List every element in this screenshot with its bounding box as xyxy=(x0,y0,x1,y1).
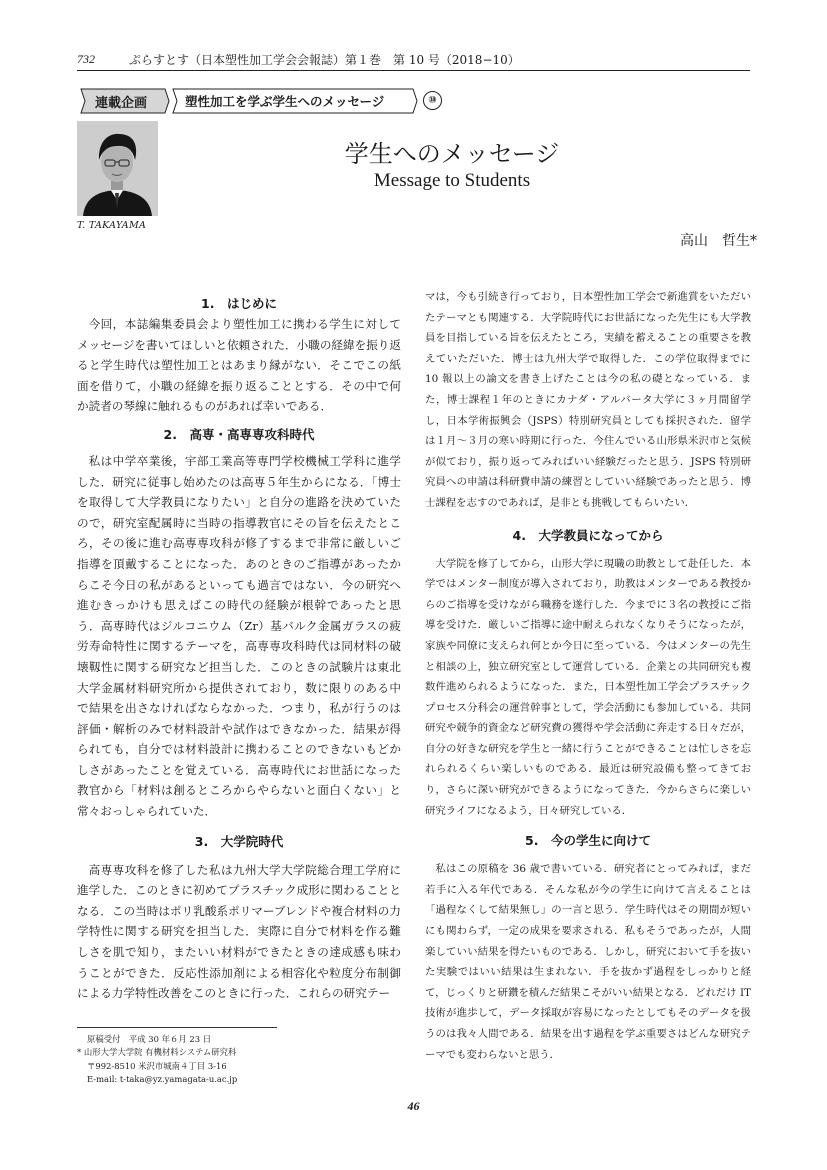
header-rule xyxy=(77,70,750,71)
right-column xyxy=(425,287,751,1065)
author-portrait-image xyxy=(77,121,158,216)
section-heading: 5. 今の学生に向けて xyxy=(525,833,651,849)
author-name: 高山 哲生* xyxy=(680,233,757,249)
section-heading: 2. 高専・高専専攻科時代 xyxy=(163,426,315,442)
section-heading: 3. 大学院時代 xyxy=(194,833,284,849)
footnote-affiliation: * 山形大学大学院 有機材料システム研究科 xyxy=(77,1047,237,1058)
body-paragraph: 私は中学卒業後，宇部工業高等専門学校機械工学科に進学した．研究に従事し始めたのは高専５年生からになる．「博士を取得して大学教員になりたい」と自分の進路を決めていたので，研究室配属時に当時の指導教官にその旨を伝えたところ，その後に進む高専専攻科が修了するまで非常に厳しいご指導を頂戴することになった．あのときのご指導があったからこそ今日の私があるといっても過言ではない．今の研究へ進むきっかけも思えばこの時代の経験が根幹であったと思う．高専時代はジルコニウム（Zr）基バルク金属ガラスの疲労寿命特性に関するテーマを，高専専攻科時代は同材料の破壊靱性に関する研究など担当した．このときの試験片は東北大学金属材料研究所から提供されており，数に限りのある中で結果を出さなければならなかった．つまり，私が行うのは評価・解析のみで材料設計や試作はできなかった．結果が得られても，自分では材料設計に携わることのできないもどかしさがあったことを覚えている．高専時代にお世話になった教官から「材料は創るところからやらないと面白くない」と常々おっしゃられていた． xyxy=(77,453,401,819)
footnote-email: E-mail: t-taka@yz.yamagata-u.ac.jp xyxy=(87,1073,238,1084)
series-number: ⑩ xyxy=(423,91,442,110)
author-photo xyxy=(77,121,158,216)
running-header xyxy=(77,50,750,70)
body-paragraph: 今回，本誌編集委員会より塑性加工に携わる学生に対してメッセージを書いてほしいと依頼された．小職の経緯を振り返ると学生時代は塑性加工とはあまり縁がない．そこでこの紙面を借りて，小職の経緯を振り返ることとする．その中で何か読者の琴線に触れるものがあれば幸いである． xyxy=(77,317,401,414)
photo-caption: T. TAKAYAMA xyxy=(77,220,147,231)
series-label: 連載企画 xyxy=(95,96,148,111)
footnote-address: 〒992-8510 米沢市城南４丁目 3-16 xyxy=(87,1060,227,1071)
series-banner xyxy=(77,88,457,114)
header-journal-info: ぷらすとす（日本塑性加工学会会報誌）第１巻 第 10 号（2018−10） xyxy=(129,53,520,67)
footnotes xyxy=(77,1033,237,1086)
body-paragraph: 高専専攻科を修了した私は九州大学大学院総合理工学府に進学した．このときに初めてプラスチック成形に関わることとなる．この当時はポリ乳酸系ポリマーブレンドや複合材料の力学特性に関する研究を担当した．実際に自分で材料を作る難しさを肌で知り，またいい材料ができたときの達成感も味わうことができた．反応性添加剤による相容化や粒度分布制御による力学特性改善をこのときに行った．これらの研究テー xyxy=(77,862,401,1001)
body-paragraph: 私はこの原稿を 36 歳で書いている．研究者にとってみれば，まだ若手に入る年代である．そんな私が今の学生に向けて言えることは「過程なくして結果無し」の一言と思う．学生時代はその期間が短いにも関わらず，一定の成果を要求される．私もそうであったが，人間楽していい結果を得たいものである．しかし，研究において手を抜いた実験ではいい結果は生まれない．手を抜かず過程をしっかりと経て，じっくりと研鑽を積んだ結果こそがいい結果となる．どれだけ IT 技術が進歩して，データ採取が容易になったとしてもそのデータを扱うのは我々人間である．結果を出す過程を学ぶ重要さはどんな研究テーマでも変わらないと思う． xyxy=(425,863,751,1061)
footnote-rule xyxy=(77,1027,277,1028)
article-title-english: Message to Students xyxy=(373,170,531,191)
series-title: 塑性加工を学ぶ学生へのメッセージ xyxy=(185,94,385,109)
left-column xyxy=(77,294,401,1004)
header-page-number: 732 xyxy=(77,52,95,66)
footnote-received: 原稿受付 平成 30 年６月 23 日 xyxy=(87,1034,212,1044)
section-heading: 1. はじめに xyxy=(201,296,277,311)
body-paragraph-continued: マは，今も引続き行っており，日本塑性加工学会で新進賞をいただいたテーマとも関連する．大学院時代にお世話になった先生にも大学教員を目指している旨を伝えたところ，実績を蓄えることの重要さを教えていただいた．博士は九州大学で取得した．この学位取得までに 10 報以上の論文を書き上げたことは今の私の礎となっている．また，博士課程１年のときにカナダ・アルバータ大学に３ヶ月間留学し，日本学術振興会（JSPS）特別研究員としても採択された．留学は１月〜３月の寒い時期に行った．今住んでいる山形県米沢市と気候が似ており，振り返ってみればいい経験だったと思う．JSPS 特別研究員への申請は科研費申請の練習としていい経験であったと思う．博士課程を志すのであれば，是非とも挑戦してもらいたい． xyxy=(425,291,751,509)
article-title-japanese: 学生へのメッセージ xyxy=(344,140,560,168)
section-heading: 4. 大学教員になってから xyxy=(512,527,664,543)
page-footer-number: 46 xyxy=(407,1099,420,1113)
body-paragraph: 大学院を修了してから，山形大学に現職の助教として赴任した．本学ではメンター制度が導入されており，助教はメンターである教授からのご指導を受けながら職務を遂行した．今までに３名の教授にご指導を受けた．厳しいご指導に途中耐えられなくなりそうになったが，家族や同僚に支えられ何とか今日に至っている．今はメンターの先生と相談の上，独立研究室として運営している．企業との共同研究も複数件進められるようになった．また，日本塑性加工学会プラスチックプロセス分科会の運営幹事として，学会活動にも参加している．共同研究や競争的資金など研究費の獲得や学会活動に奔走する日々だが，自分の好きな研究を学生と一緒に行うことができることは忙しさを忘れられるくらい楽しいものである．最近は研究設備も整ってきており，さらに深い研究ができるようになってきた．今からさらに楽しい研究ライフになるよう，日々研究している． xyxy=(425,557,751,817)
